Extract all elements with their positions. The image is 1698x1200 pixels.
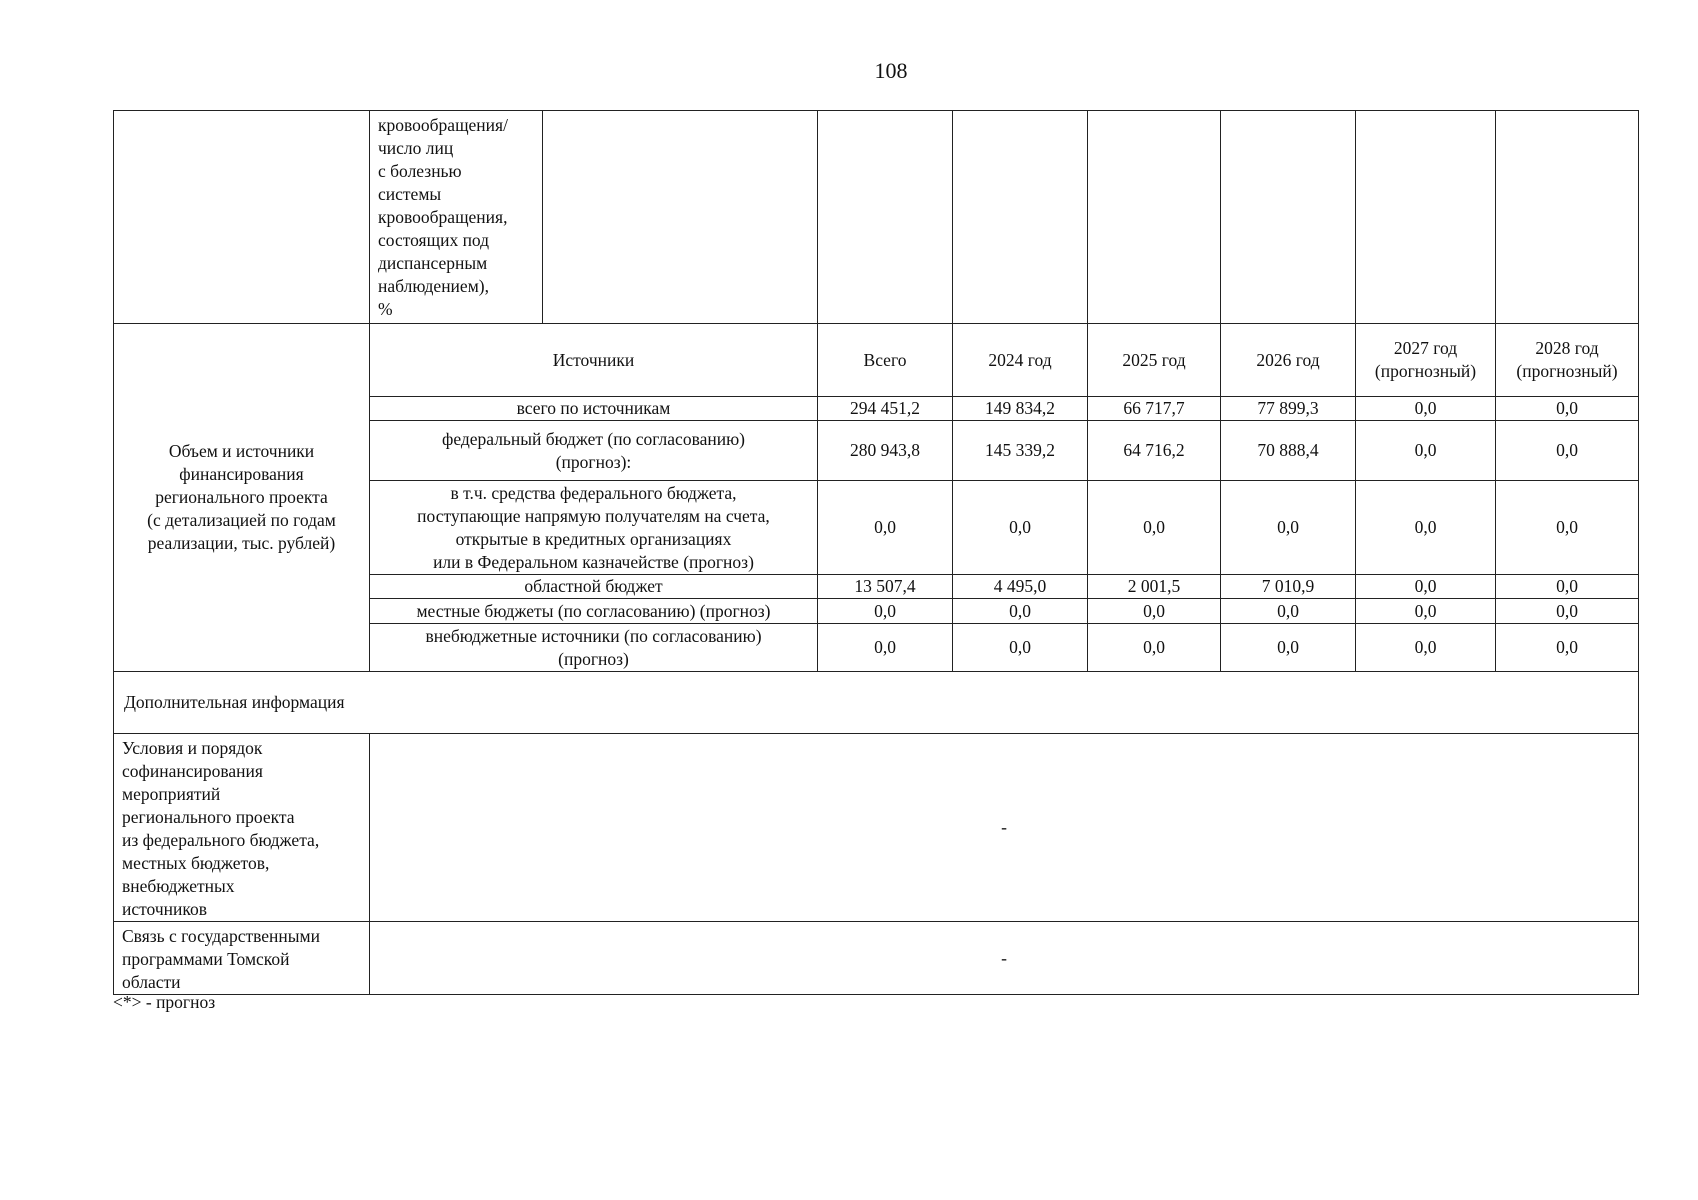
value-2026: 0,0 [1221,599,1356,624]
value-2027: 0,0 [1356,624,1496,672]
value-2027: 0,0 [1356,481,1496,575]
value-2028: 0,0 [1496,481,1639,575]
value-2025: 0,0 [1088,481,1221,575]
value-2027: 0,0 [1356,599,1496,624]
indicator-continuation-row [114,111,1639,324]
value-2024: 149 834,2 [953,397,1088,421]
cofinancing-label: Условия и порядок софинансирования мероприятий регионального проекта из федерального бюджета, местных бюджетов, внебюджетных источников [114,734,370,922]
value-2028: 0,0 [1496,624,1639,672]
value-2024: 0,0 [953,481,1088,575]
value-2026: 0,0 [1221,624,1356,672]
cofinancing-value: - [370,734,1639,922]
value-2027: 0,0 [1356,397,1496,421]
source-label: всего по источникам [370,397,818,421]
empty-cell [114,111,370,324]
empty-cell [1496,111,1639,324]
value-total: 0,0 [818,481,953,575]
value-2028: 0,0 [1496,397,1639,421]
empty-cell [953,111,1088,324]
value-2027: 0,0 [1356,421,1496,481]
value-2024: 0,0 [953,599,1088,624]
page-number: 108 [874,58,908,83]
value-2025: 0,0 [1088,599,1221,624]
value-total: 280 943,8 [818,421,953,481]
value-total: 13 507,4 [818,575,953,599]
cofinancing-row [114,734,1639,922]
source-label: местные бюджеты (по согласованию) (прогноз) [370,599,818,624]
empty-cell [1088,111,1221,324]
footnote: <*> - прогноз [113,992,216,1012]
empty-cell [1356,111,1496,324]
header-2028: 2028 год (прогнозный) [1496,324,1639,397]
value-2026: 0,0 [1221,481,1356,575]
programs-row [114,922,1639,995]
additional-info-row [114,672,1639,734]
project-passport-table [113,110,1639,995]
value-total: 0,0 [818,624,953,672]
header-total: Всего [818,324,953,397]
value-2024: 0,0 [953,624,1088,672]
source-label: внебюджетные источники (по согласованию) (прогноз) [370,624,818,672]
value-2028: 0,0 [1496,575,1639,599]
value-2024: 145 339,2 [953,421,1088,481]
value-2026: 7 010,9 [1221,575,1356,599]
indicator-name-fragment: кровообращения/ число лиц с болезнью системы кровообращения, состоящих под диспансерным наблюдением), % [370,111,543,324]
value-2025: 64 716,2 [1088,421,1221,481]
value-total: 0,0 [818,599,953,624]
value-2024: 4 495,0 [953,575,1088,599]
source-label: в т.ч. средства федерального бюджета, поступающие напрямую получателям на счета, открытые в кредитных организациях или в Федеральном казначействе (прогноз) [370,481,818,575]
header-2027: 2027 год (прогнозный) [1356,324,1496,397]
header-sources: Источники [370,324,818,397]
header-2024: 2024 год [953,324,1088,397]
financing-section-label: Объем и источники финансирования регионального проекта (с детализацией по годам реализации, тыс. рублей) [114,324,370,672]
programs-value: - [370,922,1639,995]
value-2025: 66 717,7 [1088,397,1221,421]
source-label: областной бюджет [370,575,818,599]
value-2026: 70 888,4 [1221,421,1356,481]
programs-label: Связь с государственными программами Томской области [114,922,370,995]
source-label: федеральный бюджет (по согласованию) (прогноз): [370,421,818,481]
value-2026: 77 899,3 [1221,397,1356,421]
value-2027: 0,0 [1356,575,1496,599]
value-2025: 0,0 [1088,624,1221,672]
value-total: 294 451,2 [818,397,953,421]
header-2025: 2025 год [1088,324,1221,397]
header-2026: 2026 год [1221,324,1356,397]
additional-info-title: Дополнительная информация [114,672,1639,734]
financing-header-row [114,324,1639,397]
empty-cell [818,111,953,324]
value-2028: 0,0 [1496,599,1639,624]
empty-cell [1221,111,1356,324]
empty-cell [543,111,818,324]
value-2028: 0,0 [1496,421,1639,481]
value-2025: 2 001,5 [1088,575,1221,599]
